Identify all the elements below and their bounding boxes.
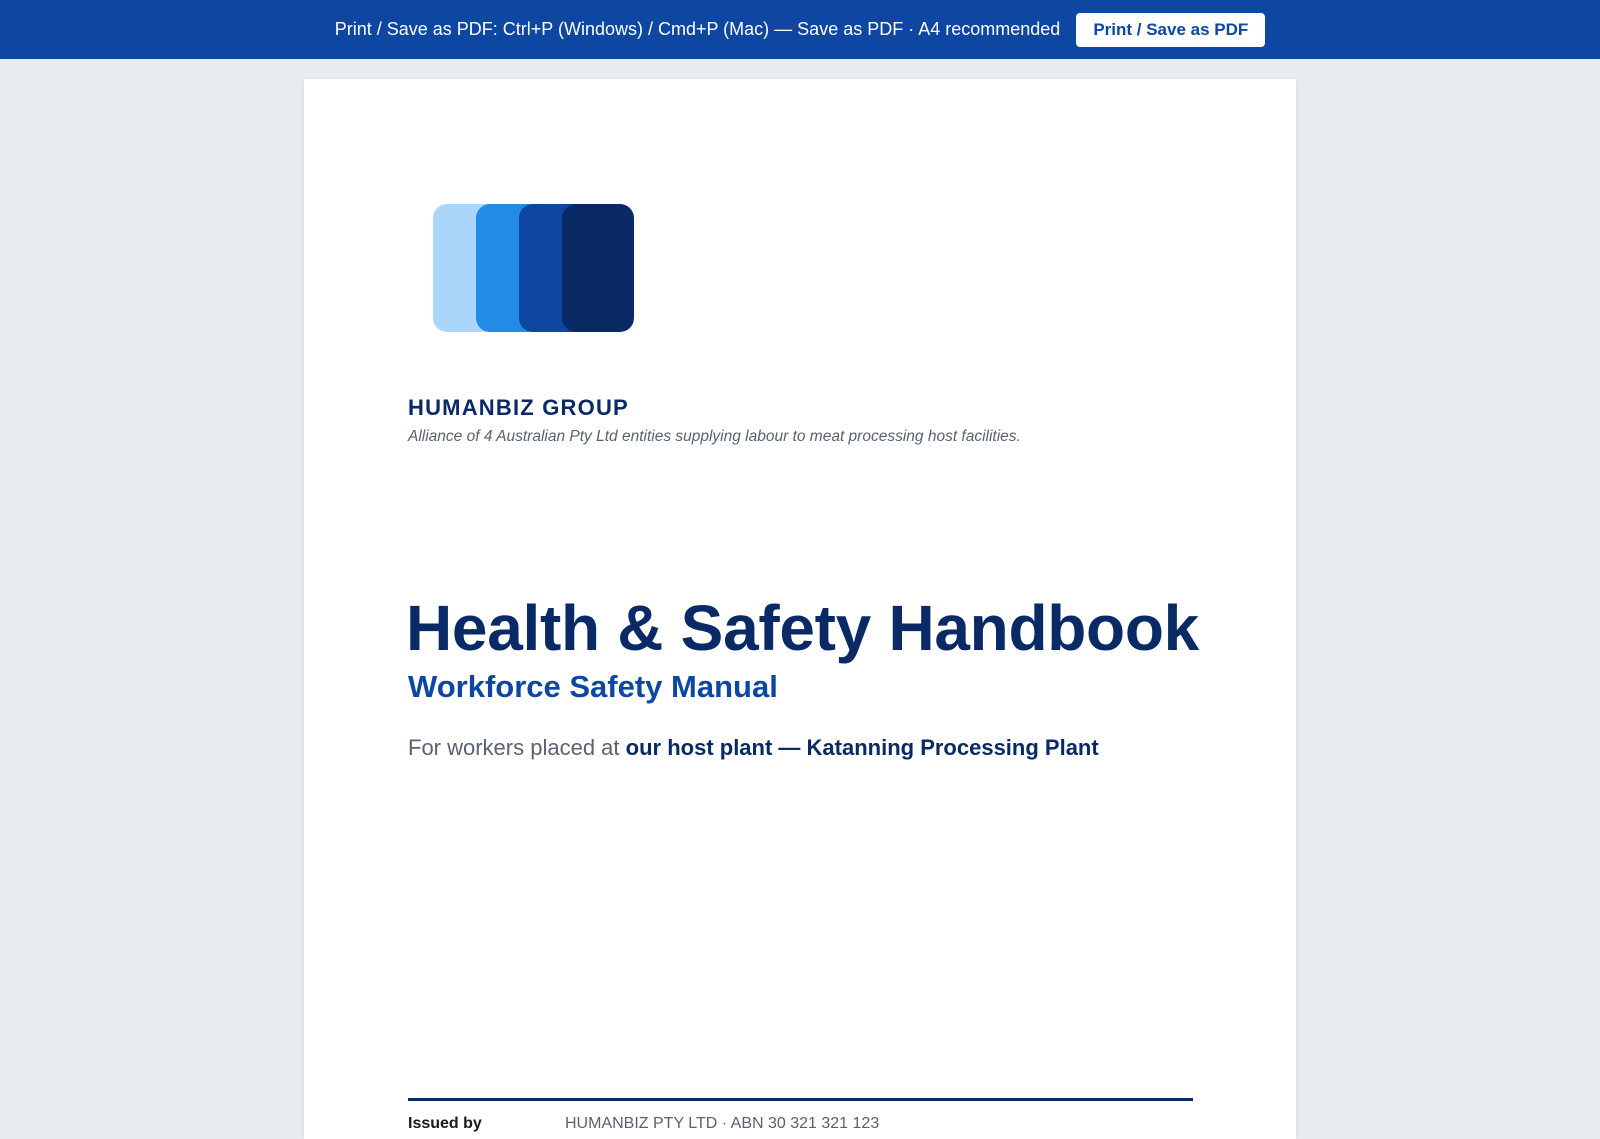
audience-prefix: For workers placed at bbox=[408, 735, 620, 760]
audience-line bbox=[408, 735, 1099, 761]
footer-divider bbox=[408, 1098, 1193, 1101]
document-subtitle: Workforce Safety Manual bbox=[408, 669, 778, 704]
company-tagline: Alliance of 4 Australian Pty Ltd entities supplying labour to meat processing host facilities. bbox=[408, 428, 1021, 445]
company-logo-icon bbox=[429, 204, 633, 334]
print-instructions: Print / Save as PDF: Ctrl+P (Windows) / Cmd+P (Mac) — Save as PDF · A4 recommended bbox=[334, 19, 1061, 39]
logo-block-navy bbox=[562, 204, 634, 332]
document-title: Health & Safety Handbook bbox=[406, 592, 1199, 664]
host-plant-name: our host plant — Katanning Processing Plant bbox=[625, 735, 1099, 760]
print-toolbar bbox=[0, 0, 1600, 59]
issued-by-row bbox=[408, 1115, 879, 1133]
issued-by-label: Issued by bbox=[408, 1115, 482, 1132]
print-save-pdf-button[interactable]: Print / Save as PDF bbox=[1076, 13, 1265, 47]
issued-by-value: HUMANBIZ PTY LTD · ABN 30 321 321 123 bbox=[565, 1115, 880, 1132]
company-name: HUMANBIZ GROUP bbox=[408, 395, 629, 420]
document-page bbox=[304, 79, 1296, 1139]
